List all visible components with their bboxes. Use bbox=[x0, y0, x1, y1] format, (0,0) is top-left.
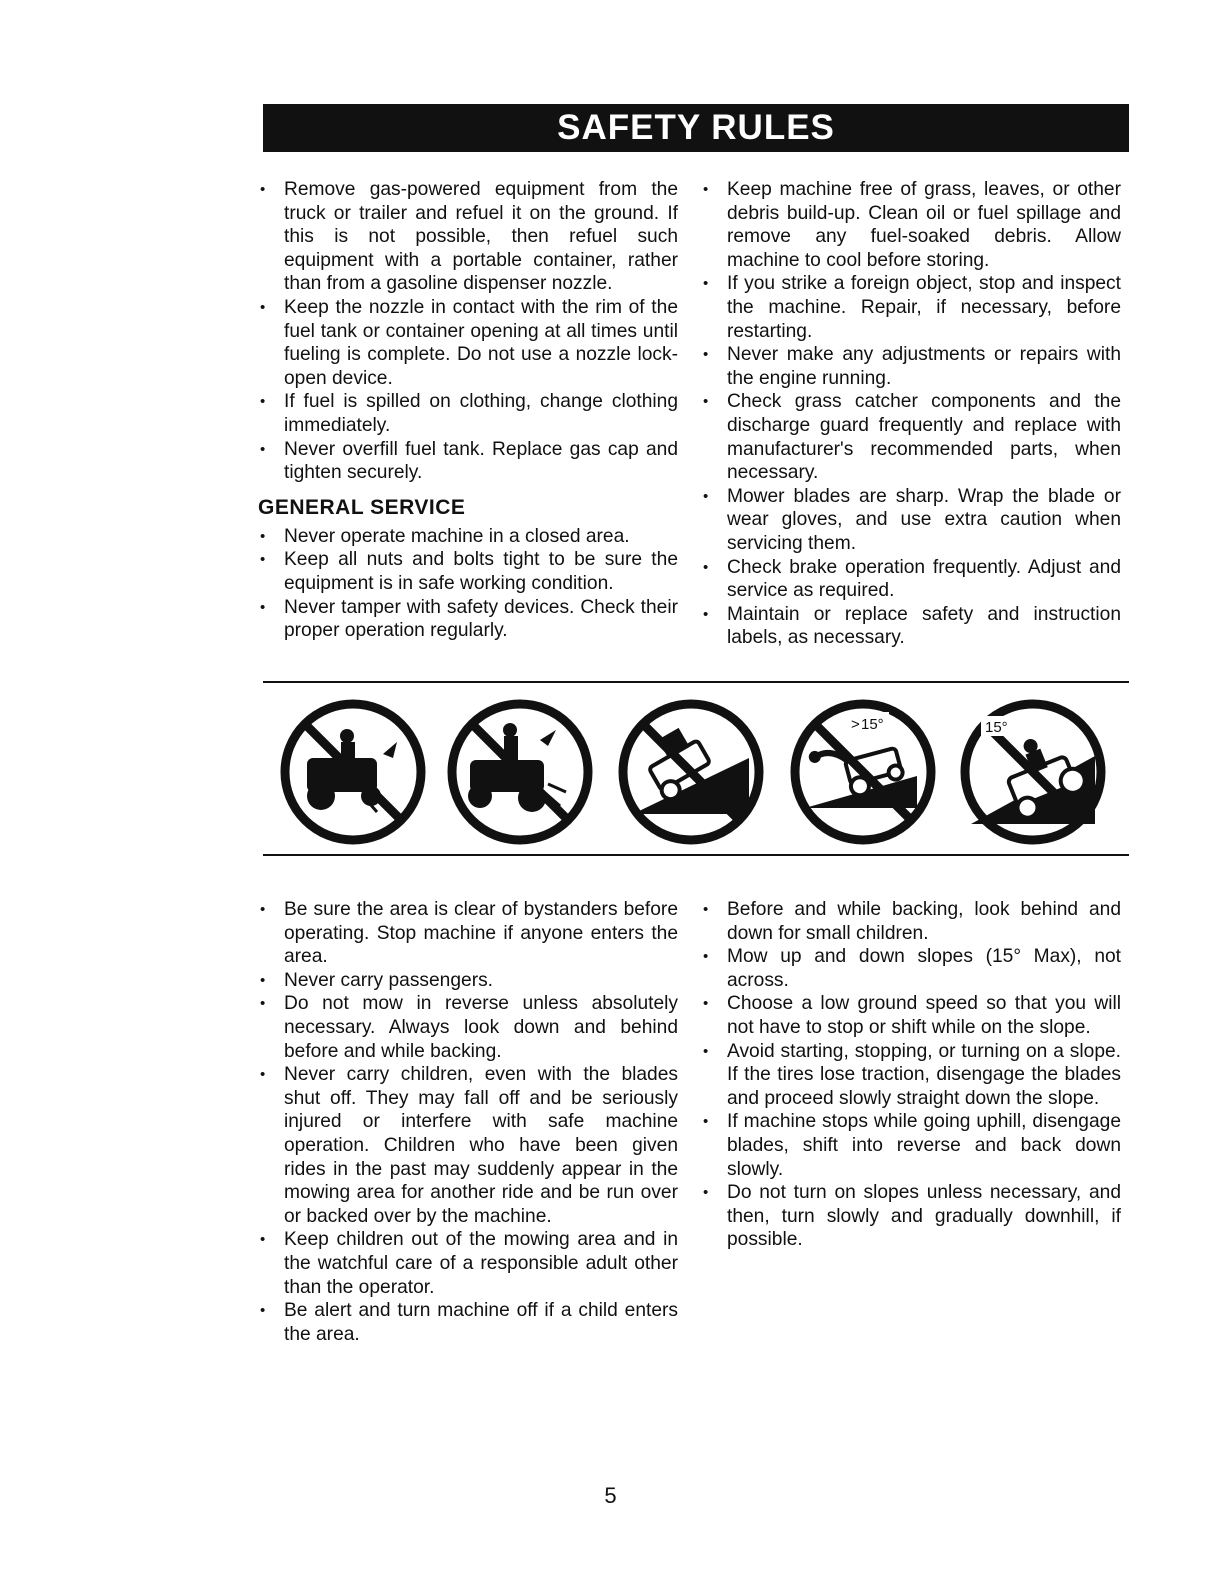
page-number: 5 bbox=[604, 1483, 617, 1508]
list-item: • If machine stops while going uphill, disengage blades, shift into reverse and back down slowly. bbox=[701, 1110, 1121, 1181]
slope-label: 15° bbox=[861, 716, 884, 733]
list-item: • Avoid starting, stopping, or turning on a slope. If the tires lose traction, disengage the blades and proceed slowly straight down the slope. bbox=[701, 1040, 1121, 1111]
list-item: • Never make any adjustments or repairs with the engine running. bbox=[701, 343, 1121, 390]
list-item: • Remove gas-powered equipment from the truck or trailer and refuel it on the ground. If this is not possible, then refuel such equipment with a portable container, rather than from a gasoline dispenser nozzle. bbox=[258, 178, 678, 296]
list-item: • Do not turn on slopes unless necessary, and then, turn slowly and gradually downhill, if possible. bbox=[701, 1181, 1121, 1252]
list-item: • Check grass catcher components and the discharge guard frequently and replace with manufacturer's recommended parts, when necessary. bbox=[701, 390, 1121, 484]
top-left-column bbox=[258, 178, 678, 643]
list-item: • Keep machine free of grass, leaves, or other debris build-up. Clean oil or fuel spillage and remove any fuel-soaked debris. Allow machine to cool before storing. bbox=[701, 178, 1121, 272]
list-item: • Be alert and turn machine off if a child enters the area. bbox=[258, 1299, 678, 1346]
slope-limit-icon bbox=[787, 696, 939, 848]
list-item: • Before and while backing, look behind and down for small children. bbox=[701, 898, 1121, 945]
list-item: • Choose a low ground speed so that you will not have to stop or shift while on the slope. bbox=[701, 992, 1121, 1039]
list-item: • If you strike a foreign object, stop and inspect the machine. Repair, if necessary, before restarting. bbox=[701, 272, 1121, 343]
list-item: • If fuel is spilled on clothing, change clothing immediately. bbox=[258, 390, 678, 437]
top-right-column bbox=[701, 178, 1121, 650]
divider-top bbox=[263, 681, 1129, 683]
list-item: • Keep all nuts and bolts tight to be sure the equipment is in safe working condition. bbox=[258, 548, 678, 595]
list-item: • Never operate machine in a closed area. bbox=[258, 525, 678, 549]
svg-text:>: > bbox=[851, 716, 860, 733]
bottom-right-column bbox=[701, 898, 1121, 1252]
list-item: • Never carry children, even with the blades shut off. They may fall off and be seriously injured or interfere with safe machine operation. Children who have been given rides in the past may suddenly appear in the mowing area for another ride and be run over or backed over by the machine. bbox=[258, 1063, 678, 1228]
no-steep-slope-icon bbox=[615, 696, 767, 848]
list-item: • Never carry passengers. bbox=[258, 969, 678, 993]
slope-label: 15° bbox=[985, 719, 1008, 736]
list-item: • Mow up and down slopes (15° Max), not across. bbox=[701, 945, 1121, 992]
divider-bottom bbox=[263, 854, 1129, 856]
bottom-left-column bbox=[258, 898, 678, 1346]
no-reverse-mowing-icon bbox=[444, 696, 596, 848]
no-across-slope-icon bbox=[957, 696, 1109, 848]
no-children-near-mower-icon bbox=[277, 696, 429, 848]
list-item: • Be sure the area is clear of bystanders before operating. Stop machine if anyone enters the area. bbox=[258, 898, 678, 969]
page-title-banner bbox=[263, 104, 1129, 152]
list-item: • Never overfill fuel tank. Replace gas cap and tighten securely. bbox=[258, 438, 678, 485]
list-item: • Check brake operation frequently. Adjust and service as required. bbox=[701, 556, 1121, 603]
list-item: • Do not mow in reverse unless absolutely necessary. Always look down and behind before and while backing. bbox=[258, 992, 678, 1063]
list-item: • Keep the nozzle in contact with the rim of the fuel tank or container opening at all times until fueling is complete. Do not use a nozzle lock-open device. bbox=[258, 296, 678, 390]
list-item: • Mower blades are sharp. Wrap the blade or wear gloves, and use extra caution when servicing them. bbox=[701, 485, 1121, 556]
list-item: • Keep children out of the mowing area and in the watchful care of a responsible adult other than the operator. bbox=[258, 1228, 678, 1299]
page-title: SAFETY RULES bbox=[557, 108, 835, 147]
section-title-general-service: GENERAL SERVICE bbox=[258, 495, 466, 519]
list-item: • Maintain or replace safety and instruction labels, as necessary. bbox=[701, 603, 1121, 650]
list-item: • Never tamper with safety devices. Check their proper operation regularly. bbox=[258, 596, 678, 643]
safety-icon-row bbox=[263, 692, 1129, 852]
